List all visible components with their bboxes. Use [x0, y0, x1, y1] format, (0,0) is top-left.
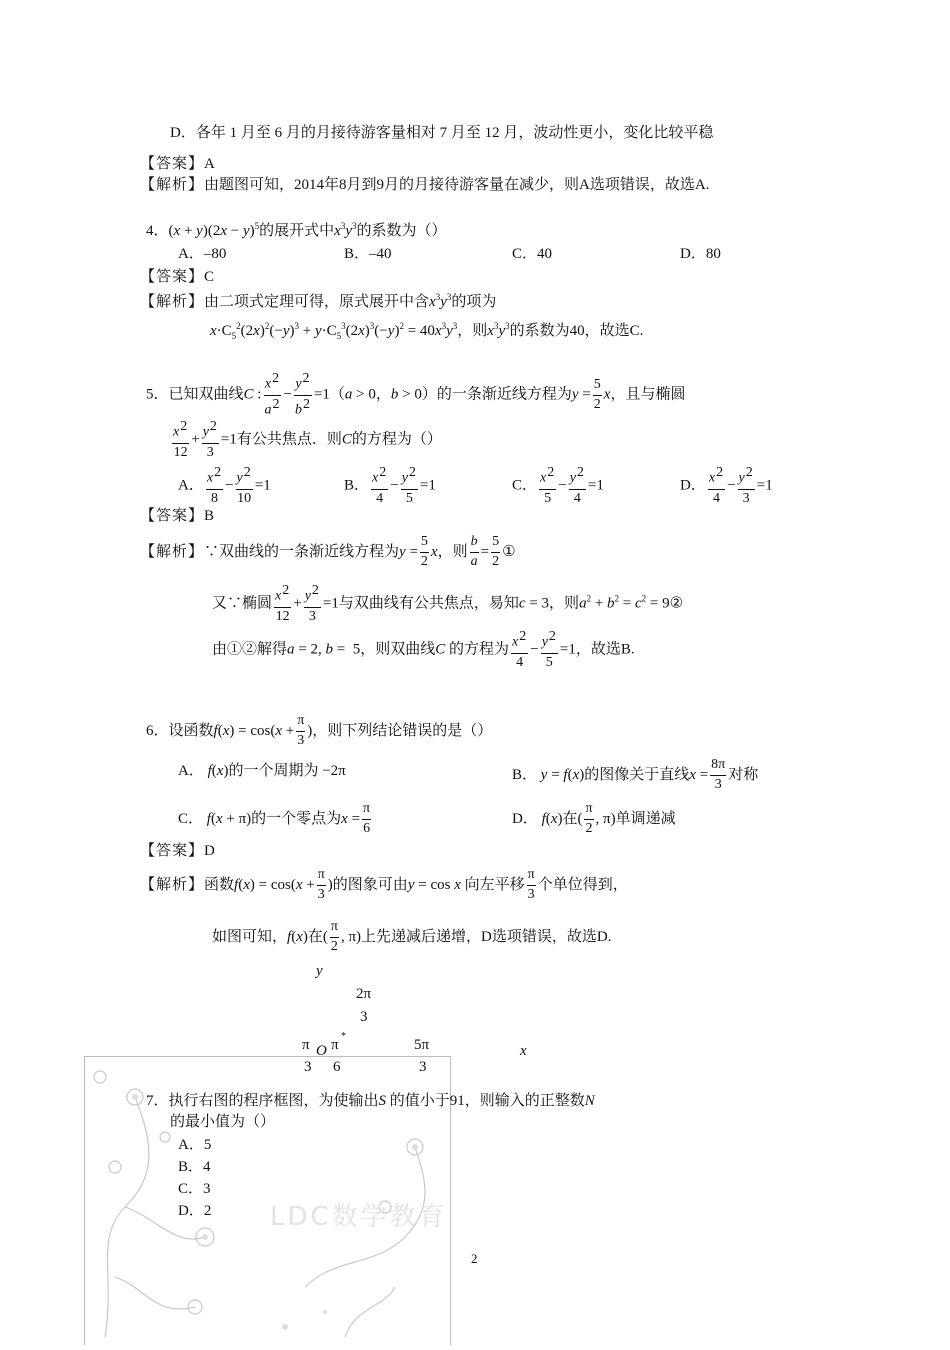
graph-label-5pi: 5π [414, 1037, 430, 1053]
q4-analysis-tail: 的系数为40，故选C. [509, 323, 644, 339]
q5-answer: B [204, 508, 215, 524]
graph-x-label: x [520, 1043, 527, 1059]
q6-analysis-text: 上先递减后递增，D选项错误，故选D. [361, 928, 612, 945]
q4-option-b: B．–40 [344, 246, 392, 262]
q5-analysis-text: ，则双曲线 [360, 641, 436, 658]
q6-analysis-line1: 【解析】函数f(x) = cos(x + $\frac{\pi}{3}$ )的图象可由y = cos x 向左平移 $\frac{\pi}{3}$ 个单位得到， [140, 867, 628, 902]
q5-analysis-text: 由①②解得 [212, 641, 288, 658]
analysis-tag: 【解析】 [140, 177, 205, 193]
q4-option-a: A．–80 [178, 246, 227, 262]
graph-point-marker: * [341, 1031, 346, 1042]
q4-analysis-text-end: 的项为 [451, 294, 497, 310]
q5-symbol: C [243, 386, 254, 403]
q5-option-b: B． $\frac{x2}{4}$ − $\frac{y2}{5}$ =1 [344, 465, 436, 506]
q5-analysis-line2: 又∵椭圆 $\frac{x2}{12}$ + $\frac{y2}{3}$ =1与双曲线有公共焦点，易知c = 3，则$a^2 + b^2 = c^2$ = 9② [212, 583, 684, 624]
q3-answer-line [140, 157, 215, 172]
q5-frac: $\frac{y2}{b2}$ [294, 371, 310, 418]
q7-option-c: C．3 [178, 1181, 211, 1197]
q5-analysis-text: 与双曲线有公共焦点，易知 [338, 595, 519, 612]
q5-stem-text: ）的一条渐近线方程为 [421, 386, 572, 403]
q6-option-c: C． f(x + π)的一个零点为x = $\frac{\pi}{6}$ [178, 801, 371, 836]
q6-analysis-text: 的图象可由 [332, 876, 408, 893]
q6-option-b: B． y = f(x)的图像关于直线x = $\frac{8\pi}{3}$ 对称 [512, 757, 759, 792]
answer-tag: 【答案】 [140, 508, 205, 524]
q5-analysis-text: 的方程为 [448, 641, 509, 658]
option-label: B． [344, 477, 370, 494]
graph-label-pi: π [302, 1037, 310, 1053]
page-number: 2 [471, 1251, 478, 1266]
q6-analysis-line2: 如图可知，f(x)在( $\frac{\pi}{2}$ , π)上先递减后递增，D选项错误，故选D. [212, 919, 612, 954]
q7-stem-text: 执行右图的程序框图，为使输出 [168, 1093, 379, 1109]
q7-number: 7． [146, 1093, 169, 1109]
q3-analysis: 由题图可知，2014年8月到9月的月接待游客量在减少，则A选项错误，故选A. [204, 177, 710, 193]
graph-label-6: 6 [333, 1059, 341, 1075]
q5-analysis-line3: 由①②解得a = 2, b = 5，则双曲线C 的方程为 $\frac{x2}{4}$ − $\frac{y2}{5}$ =1，故选B. [212, 629, 635, 670]
q5-frac: $\frac{y2}{3}$ [202, 419, 217, 460]
q5-option-c: C． $\frac{x2}{5}$ − $\frac{y2}{4}$ =1 [512, 465, 604, 506]
q5-frac: $\frac{5}{2}$ [593, 376, 601, 412]
q4-stem [146, 222, 447, 239]
analysis-tag: 【解析】 [140, 294, 205, 310]
circled-one: ① [502, 543, 516, 560]
q5-option-a: A． $\frac{x2}{8}$ − $\frac{y2}{10}$ =1 [178, 465, 271, 506]
q5-stem-text: 有公共焦点．则 [236, 431, 342, 448]
q4-answer: C [204, 269, 215, 285]
q6-stem-text: ，则下列结论错误的是（） [312, 722, 493, 739]
q6-option-text: 单调递减 [615, 810, 676, 827]
q3-answer: A [204, 156, 215, 172]
q6-option-a: A． f(x)的一个周期为 −2π [178, 763, 346, 779]
q4-answer-line [140, 270, 214, 285]
q3-option-d: D．各年 1 月至 6 月的月接待游客量相对 7 月至 12 月，波动性更小，变化比较平稳 [170, 125, 714, 141]
analysis-tag: 【解析】 [140, 876, 205, 893]
q4-analysis-line1 [140, 293, 496, 310]
q4-analysis-text: 由二项式定理可得，原式展开中含 [204, 294, 430, 310]
q5-stem-line2: $\frac{x2}{12}$ + $\frac{y2}{3}$ =1有公共焦点．则C的方程为（） [170, 418, 442, 462]
option-label: C． [512, 477, 538, 494]
q5-analysis-line1: 【解析】∵双曲线的一条渐近线方程为y = $\frac{5}{2}$ x，则 $\frac{b}{a}$ = $\frac{5}{2}$ ① [140, 534, 516, 569]
answer-tag: 【答案】 [140, 269, 205, 285]
graph-label-3: 3 [360, 1009, 368, 1025]
q4-option-d: D．80 [680, 246, 721, 262]
q6-analysis-text: 如图可知， [212, 928, 288, 945]
q6-option-text: 在 [562, 810, 578, 827]
q6-analysis-text: 在 [307, 928, 323, 945]
q4-term: $x^3y^3$ [334, 221, 357, 239]
q5-option-d: D． $\frac{x2}{4}$ − $\frac{y2}{3}$ =1 [680, 465, 773, 506]
q7-stem-line1: 7．执行右图的程序框图，为使输出S 的值小于91，则输入的正整数N [146, 1093, 595, 1109]
watermark-text: LDC数学教育 [270, 1202, 448, 1232]
q5-analysis-text: 又∵椭圆 [212, 595, 273, 612]
q7-option-d: D．2 [178, 1203, 212, 1219]
q4-analysis-line2 [210, 322, 643, 341]
q5-stem-text: （ [329, 386, 345, 403]
graph-label-pi: π [331, 1037, 339, 1053]
q5-number: 5． [146, 386, 169, 403]
q4-expansion-formula: $x\cdot C_5^2(2x)^2(-y)^3 + y\cdot C_5^3(2x)^3(-y)^2 = 40x^3y^3$ [210, 321, 458, 341]
q6-option-d: D． f(x)在( $\frac{\pi}{2}$ , π)单调递减 [512, 801, 676, 836]
q4-analysis-text: ，则 [457, 323, 488, 339]
q6-option-text: 的一个周期为 [228, 763, 319, 779]
graph-label-2pi: 2π [356, 986, 372, 1002]
q6-stem: 6．设函数f(x) = cos(x + $\frac{\pi}{3}$ )，则下列结论错误的是（） [146, 713, 493, 748]
q5-analysis-text: ，故选B. [575, 641, 635, 658]
option-label: D． [680, 477, 706, 494]
q4-expression: $(x + y)(2x - y)^5$ [168, 221, 260, 239]
q3-analysis-line [140, 178, 709, 193]
graph-origin-label: O [316, 1043, 327, 1059]
q4-term: $x^3y^3$ [487, 321, 510, 339]
graph-y-label: y [316, 963, 323, 979]
q5-analysis-text: ∵双曲线的一条渐近线方程为 [204, 543, 400, 560]
q5-stem-text: ，且与椭圆 [610, 386, 686, 403]
q6-analysis-text: 函数 [204, 876, 235, 893]
q5-analysis-text: ，则 [437, 543, 468, 560]
q5-analysis-text: ，则 [549, 595, 580, 612]
q5-frac: $\frac{x2}{12}$ [173, 419, 188, 460]
q7-stem-line2: 的最小值为（） [170, 1114, 276, 1130]
q7-stem-text: 的值小于91，则输入的正整数 [389, 1093, 585, 1109]
graph-label-3: 3 [419, 1059, 427, 1075]
q7-option-b: B．4 [178, 1159, 211, 1175]
q5-answer-line [140, 509, 214, 524]
q6-stem-text: 设函数 [168, 722, 214, 739]
answer-tag: 【答案】 [140, 843, 205, 859]
q6-option-text: 的图像关于直线 [584, 766, 690, 783]
q7-option-a: A．5 [178, 1137, 212, 1153]
q6-analysis-text: 个单位得到， [537, 876, 628, 893]
q5-stem-text: 的方程为（） [351, 431, 442, 448]
q4-stem-end: 的系数为（） [356, 223, 447, 239]
graph-label-3: 3 [304, 1059, 312, 1075]
q5-frac: $\frac{x2}{a2}$ [264, 371, 280, 418]
analysis-tag: 【解析】 [140, 543, 205, 560]
q4-term: $x^3y^3$ [429, 292, 452, 310]
q6-option-text: 对称 [728, 766, 759, 783]
q6-answer: D [204, 843, 215, 859]
q6-option-text: 的一个零点为 [251, 810, 342, 827]
answer-tag: 【答案】 [140, 156, 205, 172]
q4-stem-text: 的展开式中 [259, 223, 335, 239]
q4-number: 4． [146, 223, 169, 239]
circled-two: ② [669, 595, 684, 612]
q5-stem-line1: 5．已知双曲线C : $\frac{x2}{a2}$ − $\frac{y2}{b2}$ =1（a > 0，b > 0）的一条渐近线方程为y = $\frac{5}{2}$ x，且与椭圆 [146, 370, 685, 420]
q6-answer-line [140, 844, 215, 859]
option-label: A． [178, 477, 204, 494]
q6-number: 6． [146, 722, 169, 739]
q6-analysis-text: 向左平移 [464, 876, 525, 893]
q5-stem-text: 已知双曲线 [168, 386, 244, 403]
q4-option-c: C．40 [512, 246, 553, 262]
